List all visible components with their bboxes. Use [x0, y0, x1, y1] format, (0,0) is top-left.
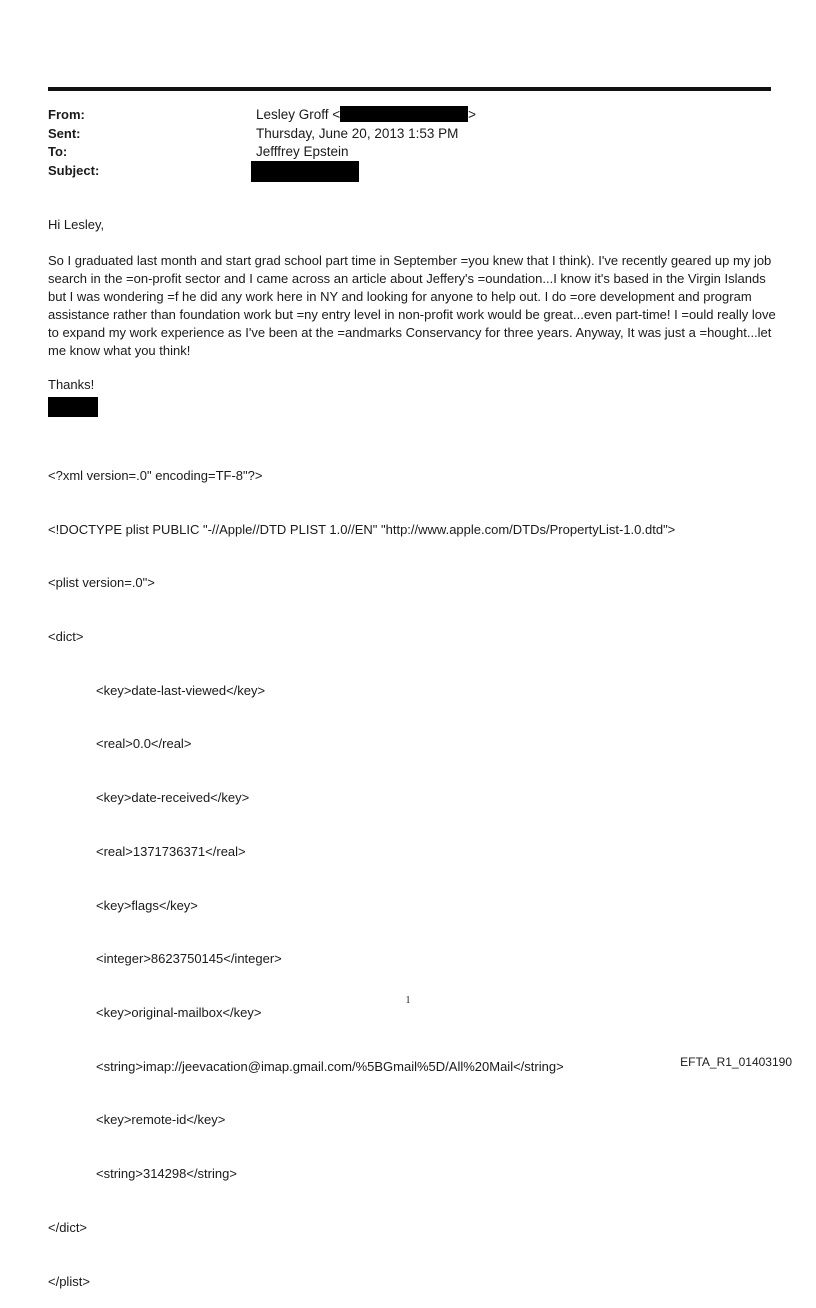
- plist-line: <key>remote-id</key>: [96, 1112, 226, 1128]
- subject-value: [256, 162, 359, 182]
- plist-line: <?xml version=.0" encoding=TF-8"?>: [48, 467, 263, 483]
- document-id: EFTA_R1_01403190: [680, 1055, 792, 1069]
- to-value: Jefffrey Epstein: [256, 144, 349, 159]
- plist-line: <plist version=.0">: [48, 575, 155, 591]
- plist-line: <key>flags</key>: [96, 897, 198, 913]
- from-label: From:: [48, 107, 85, 122]
- header-divider: [48, 87, 771, 91]
- plist-line: <key>date-last-viewed</key>: [96, 682, 266, 698]
- from-close: >: [468, 107, 477, 122]
- message-paragraph: So I graduated last month and start grad school part time in September =you knew that I think). I've recently geared up my job search in the =on-profit sector and I came across an article about Jeffery's =oundation...I know it's based in the Virgin Islands but I was wondering =f he did any work here in NY and looking for anyone to help out. I do =ore development and program assistance rather than foundation work but =ny entry level in non-profit work would be great...even part-time! I =ould really love to expand my work experience as I've been at the =andmarks Conservancy for three years. Anyway, It was just a =hought...let me know what you think!: [48, 253, 776, 358]
- plist-line: </plist>: [48, 1273, 90, 1289]
- redacted-subject: [251, 161, 359, 182]
- plist-line: <key>date-received</key>: [96, 790, 250, 806]
- plist-line: <string>314298</string>: [96, 1166, 237, 1182]
- plist-line: </dict>: [48, 1219, 88, 1235]
- page-number: 1: [405, 995, 411, 1006]
- plist-line: <dict>: [48, 628, 84, 644]
- plist-line: <string>imap://jeevacation@imap.gmail.com/%5BGmail%5D/All%20Mail</string>: [96, 1058, 564, 1074]
- sign-off: Thanks!: [48, 377, 95, 392]
- sent-value: Thursday, June 20, 2013 1:53 PM: [256, 125, 459, 141]
- redacted-email-address: [340, 106, 468, 122]
- plist-line: <!DOCTYPE plist PUBLIC "-//Apple//DTD PLIST 1.0//EN" "http://www.apple.com/DTDs/PropertyList-1.0.dtd">: [48, 521, 676, 537]
- sent-label: Sent:: [48, 125, 81, 141]
- redacted-signature: [48, 397, 98, 417]
- plist-line: <real>1371736371</real>: [96, 843, 246, 859]
- greeting: Hi Lesley,: [48, 217, 105, 232]
- subject-label: Subject:: [48, 162, 100, 178]
- to-label: To:: [48, 144, 68, 159]
- from-value: [256, 106, 476, 125]
- from-name: Lesley Groff <: [256, 107, 341, 122]
- plist-block: [48, 431, 675, 1308]
- plist-line: <integer>8623750145</integer>: [96, 951, 282, 967]
- plist-line: <real>0.0</real>: [96, 736, 192, 752]
- plist-line: <key>original-mailbox</key>: [96, 1005, 262, 1020]
